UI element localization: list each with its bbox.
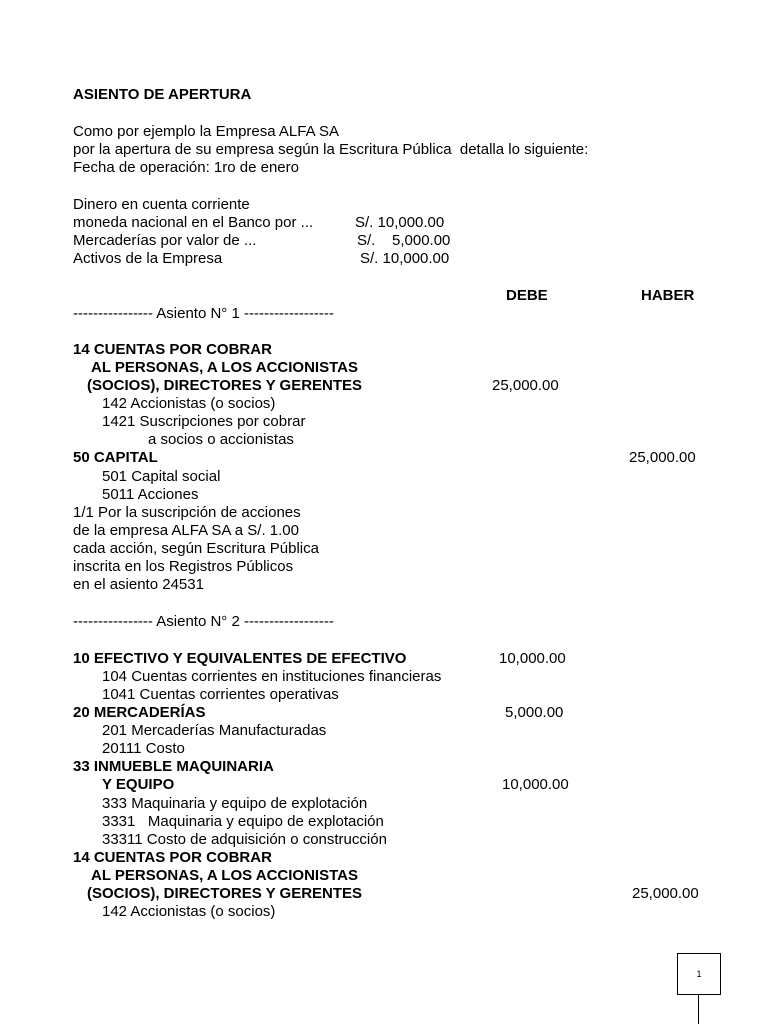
- account-heading: AL PERSONAS, A LOS ACCIONISTAS: [91, 867, 358, 884]
- subaccount: 1041 Cuentas corrientes operativas: [102, 686, 339, 703]
- gloss-line: en el asiento 24531: [73, 576, 204, 593]
- asset-value: S/. 5,000.00: [357, 232, 451, 249]
- subaccount: a socios o accionistas: [148, 431, 294, 448]
- account-heading: AL PERSONAS, A LOS ACCIONISTAS: [91, 359, 358, 376]
- intro-line: por la apertura de su empresa según la Escritura Pública detalla lo siguiente:: [73, 141, 589, 158]
- debe-amount: 10,000.00: [499, 650, 566, 667]
- intro-line: Como por ejemplo la Empresa ALFA SA: [73, 123, 339, 140]
- account-heading: (SOCIOS), DIRECTORES Y GERENTES: [87, 885, 363, 902]
- asset-label: Activos de la Empresa: [73, 250, 223, 267]
- subaccount: 333 Maquinaria y equipo de explotación: [102, 795, 368, 812]
- gloss-line: inscrita en los Registros Públicos: [73, 558, 294, 575]
- account-heading: 50 CAPITAL: [73, 449, 158, 466]
- account-heading: 10 EFECTIVO Y EQUIVALENTES DE EFECTIVO: [73, 650, 407, 667]
- subaccount: 33311 Costo de adquisición o construcción: [102, 831, 387, 848]
- debe-amount: 10,000.00: [502, 776, 569, 793]
- document-title: ASIENTO DE APERTURA: [73, 86, 252, 103]
- account-heading: 33 INMUEBLE MAQUINARIA: [73, 758, 274, 775]
- asset-label: moneda nacional en el Banco por ...: [73, 214, 314, 231]
- subaccount: 142 Accionistas (o socios): [102, 395, 276, 412]
- haber-amount: 25,000.00: [632, 885, 699, 902]
- page-number-line: [698, 995, 699, 1024]
- subaccount: 201 Mercaderías Manufacturadas: [102, 722, 327, 739]
- gloss-line: 1/1 Por la suscripción de acciones: [73, 504, 301, 521]
- subaccount: 20111 Costo: [102, 740, 185, 757]
- account-heading: (SOCIOS), DIRECTORES Y GERENTES: [87, 377, 363, 394]
- entry-separator: ---------------- Asiento N° 1 ------------------: [73, 305, 334, 322]
- account-heading: Y EQUIPO: [102, 776, 175, 793]
- column-header-haber: HABER: [641, 287, 695, 304]
- gloss-line: cada acción, según Escritura Pública: [73, 540, 319, 557]
- page-number: 1: [677, 953, 721, 995]
- account-heading: 14 CUENTAS POR COBRAR: [73, 849, 272, 866]
- haber-amount: 25,000.00: [629, 449, 696, 466]
- subaccount: 3331 Maquinaria y equipo de explotación: [102, 813, 384, 830]
- account-heading: 20 MERCADERÍAS: [73, 704, 206, 721]
- subaccount: 104 Cuentas corrientes en instituciones financieras: [102, 668, 442, 685]
- asset-line: Dinero en cuenta corriente: [73, 196, 250, 213]
- asset-value: S/. 10,000.00: [360, 250, 450, 267]
- intro-line: Fecha de operación: 1ro de enero: [73, 159, 299, 176]
- subaccount: 142 Accionistas (o socios): [102, 903, 276, 920]
- subaccount: 1421 Suscripciones por cobrar: [102, 413, 306, 430]
- debe-amount: 5,000.00: [505, 704, 564, 721]
- subaccount: 501 Capital social: [102, 468, 221, 485]
- debe-amount: 25,000.00: [492, 377, 559, 394]
- entry-separator: ---------------- Asiento N° 2 ------------------: [73, 613, 334, 630]
- subaccount: 5011 Acciones: [102, 486, 199, 503]
- asset-label: Mercaderías por valor de ...: [73, 232, 257, 249]
- account-heading: 14 CUENTAS POR COBRAR: [73, 341, 272, 358]
- gloss-line: de la empresa ALFA SA a S/. 1.00: [73, 522, 299, 539]
- column-header-debe: DEBE: [506, 287, 548, 304]
- asset-value: S/. 10,000.00: [355, 214, 445, 231]
